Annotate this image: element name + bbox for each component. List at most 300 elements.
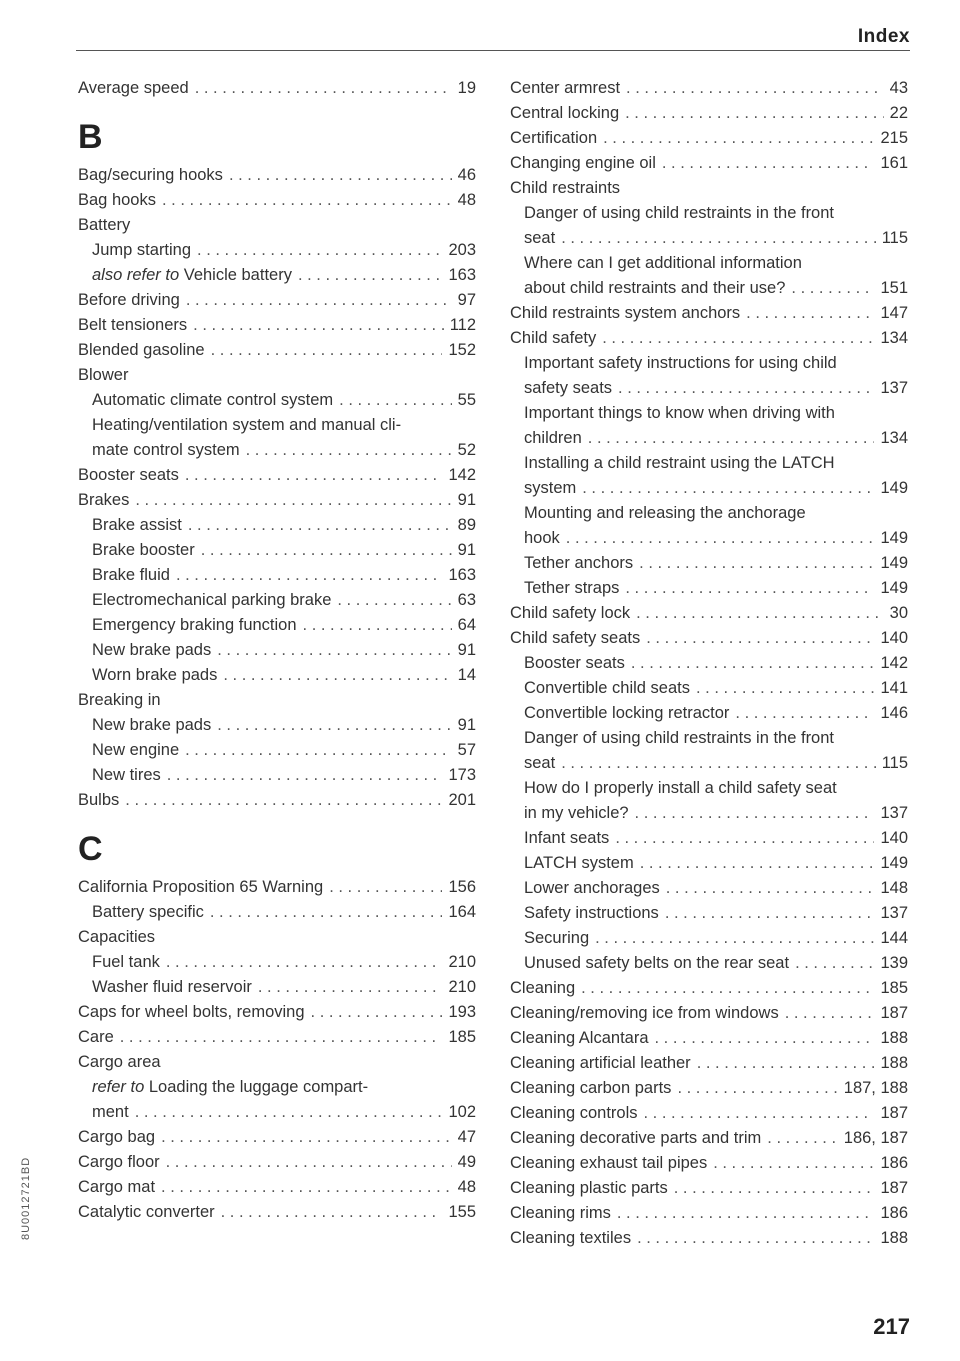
leader-dots: [258, 975, 443, 1000]
entry-term: [78, 288, 180, 313]
page-reference-link[interactable]: 91: [457, 491, 476, 509]
leader-dots: [674, 1176, 875, 1201]
page-reference-link[interactable]: 210: [448, 953, 476, 971]
leader-dots: [626, 76, 884, 101]
entry-text: Tether straps: [524, 579, 620, 597]
leader-dots: [582, 476, 874, 501]
entry-text: Jump starting: [92, 241, 192, 259]
entry-term: [78, 313, 187, 338]
page-reference-link[interactable]: 140: [880, 629, 908, 647]
entry-text: New brake pads: [92, 716, 212, 734]
page-reference-link[interactable]: 48: [457, 1178, 476, 1196]
page-reference-link[interactable]: 164: [448, 903, 476, 921]
page-reference-link[interactable]: 30: [889, 604, 908, 622]
page-reference-link[interactable]: 152: [448, 341, 476, 359]
leader-dots: [746, 301, 874, 326]
index-subentry: [78, 438, 476, 463]
entry-text: Child restraints system anchors: [510, 304, 741, 322]
page-reference-link[interactable]: 188: [880, 1229, 908, 1247]
entry-text: LATCH system: [524, 854, 634, 872]
page-reference-link[interactable]: 148: [880, 879, 908, 897]
entry-text: New engine: [92, 741, 180, 759]
page-reference-link[interactable]: 63: [457, 591, 476, 609]
leader-dots: [229, 163, 452, 188]
index-subentry: [78, 638, 476, 663]
page-reference-link[interactable]: 156: [448, 878, 476, 896]
index-subentry: [510, 851, 908, 876]
index-subentry: [510, 551, 908, 576]
entry-term: [510, 101, 619, 126]
page-reference-link[interactable]: 140: [880, 829, 908, 847]
page-reference-link[interactable]: 146: [880, 704, 908, 722]
page-reference-link[interactable]: 188: [880, 1054, 908, 1072]
leader-dots: [637, 1226, 874, 1251]
entry-term: [524, 526, 560, 551]
leader-dots: [561, 226, 876, 251]
index-entry: [510, 1101, 908, 1126]
page-reference-link[interactable]: 149: [880, 554, 908, 572]
entry-term: [92, 513, 182, 538]
entry-text: Automatic climate control system: [92, 391, 334, 409]
leader-dots: [176, 563, 443, 588]
index-entry: [78, 188, 476, 213]
line-text: Child restraints: [510, 179, 621, 197]
entry-term: [92, 975, 252, 1000]
index-subentry: [78, 563, 476, 588]
leader-dots: [166, 950, 443, 975]
index-entry: [510, 301, 908, 326]
page-reference-link[interactable]: 149: [880, 579, 908, 597]
entry-text: Child safety lock: [510, 604, 631, 622]
page-reference-link[interactable]: 137: [880, 379, 908, 397]
index-continuation-line: [510, 501, 908, 526]
index-entry: [510, 1226, 908, 1251]
leader-dots: [785, 1001, 875, 1026]
page-reference-link[interactable]: 112: [449, 316, 476, 334]
page-reference-link[interactable]: 215: [880, 129, 908, 147]
page-reference-link[interactable]: 186, 187: [843, 1129, 908, 1147]
entry-term: [78, 488, 129, 513]
leader-dots: [120, 1025, 443, 1050]
page-reference-link[interactable]: 91: [457, 541, 476, 559]
entry-term: [524, 826, 609, 851]
index-subentry: [78, 763, 476, 788]
entry-term: [510, 1026, 649, 1051]
entry-term: [510, 1076, 671, 1101]
index-heading: [78, 1050, 476, 1075]
entry-text: Washer fluid reservoir: [92, 978, 252, 996]
entry-term: [510, 1001, 779, 1026]
index-subentry: [78, 738, 476, 763]
entry-term: [92, 1100, 129, 1125]
leader-dots: [713, 1151, 874, 1176]
entry-text: Infant seats: [524, 829, 610, 847]
index-entry: [510, 1126, 908, 1151]
index-subentry: [510, 426, 908, 451]
entry-term: [78, 875, 323, 900]
leader-dots: [186, 288, 452, 313]
index-continuation-line: [78, 1075, 476, 1100]
index-entry: [78, 463, 476, 488]
leader-dots: [337, 588, 451, 613]
entry-text: Bag hooks: [78, 191, 156, 209]
index-subentry: [510, 576, 908, 601]
page-reference-link[interactable]: 210: [448, 978, 476, 996]
entry-term: [524, 701, 729, 726]
leader-dots: [595, 926, 874, 951]
index-subentry: [510, 376, 908, 401]
line-text: Heating/ventilation system and manual cli-: [92, 416, 402, 434]
entry-text: Before driving: [78, 291, 180, 309]
index-subentry: [78, 613, 476, 638]
entry-text: Brake assist: [92, 516, 182, 534]
page-reference-link[interactable]: 134: [880, 429, 908, 447]
leader-dots: [603, 126, 874, 151]
entry-text: seat: [524, 229, 556, 247]
page-reference-link[interactable]: 187: [880, 1104, 908, 1122]
entry-text: Bulbs: [78, 791, 120, 809]
leader-dots: [636, 601, 884, 626]
entry-text: Brake booster: [92, 541, 195, 559]
entry-text: Securing: [524, 929, 590, 947]
entry-text: Certification: [510, 129, 598, 147]
entry-term: [524, 476, 576, 501]
index-subentry: [78, 238, 476, 263]
leader-dots: [618, 376, 874, 401]
entry-term: [524, 901, 659, 926]
page-reference-link[interactable]: 185: [880, 979, 908, 997]
entry-text: Cargo floor: [78, 1153, 160, 1171]
entry-text: Fuel tank: [92, 953, 160, 971]
entry-text: Blended gasoline: [78, 341, 205, 359]
leader-dots: [617, 1201, 875, 1226]
leader-dots: [311, 1000, 443, 1025]
page-reference-link[interactable]: 149: [880, 479, 908, 497]
leader-dots: [561, 751, 876, 776]
leader-dots: [696, 676, 874, 701]
entry-text: Cleaning textiles: [510, 1229, 632, 1247]
page-reference-link[interactable]: 163: [448, 566, 476, 584]
entry-text: Cleaning artificial leather: [510, 1054, 691, 1072]
leader-dots: [615, 826, 874, 851]
page-reference-link[interactable]: 149: [880, 529, 908, 547]
page-reference-link[interactable]: 188: [880, 1029, 908, 1047]
page-reference-link[interactable]: 155: [448, 1203, 476, 1221]
index-subentry: [510, 276, 908, 301]
entry-text: in my vehicle?: [524, 804, 629, 822]
page-reference-link[interactable]: 163: [448, 266, 476, 284]
page-reference-link[interactable]: 151: [880, 279, 908, 297]
page-reference-link[interactable]: 22: [889, 104, 908, 122]
leader-dots: [791, 276, 874, 301]
entry-text: Child safety: [510, 329, 597, 347]
entry-term: [510, 326, 596, 351]
page-reference-link[interactable]: 89: [457, 516, 476, 534]
entry-term: [524, 426, 582, 451]
index-subentry: [510, 676, 908, 701]
leader-dots: [135, 488, 451, 513]
leader-dots: [666, 876, 875, 901]
index-subentry: [510, 926, 908, 951]
page-reference-link[interactable]: 137: [880, 904, 908, 922]
page-reference-link[interactable]: 52: [457, 441, 476, 459]
entry-text: California Proposition 65 Warning: [78, 878, 324, 896]
index-entry: [510, 151, 908, 176]
entry-term: [524, 676, 690, 701]
entry-term: [524, 551, 633, 576]
line-text: Capacities: [78, 928, 156, 946]
entry-text: system: [524, 479, 577, 497]
entry-text: New brake pads: [92, 641, 212, 659]
index-continuation-line: [510, 251, 908, 276]
page-reference-link[interactable]: 161: [880, 154, 908, 172]
page-reference-link[interactable]: 115: [881, 229, 908, 247]
page-reference-link[interactable]: 57: [457, 741, 476, 759]
page-reference-link[interactable]: 134: [880, 329, 908, 347]
entry-term: [78, 76, 189, 101]
index-entry: [510, 1051, 908, 1076]
entry-text: Brakes: [78, 491, 130, 509]
index-subentry: [78, 513, 476, 538]
page-reference-link[interactable]: 187: [880, 1004, 908, 1022]
leader-dots: [640, 851, 875, 876]
entry-text: Bag/securing hooks: [78, 166, 223, 184]
index-entry: [510, 1201, 908, 1226]
entry-text: hook: [524, 529, 560, 547]
page-reference-link[interactable]: 186: [880, 1204, 908, 1222]
page-reference-link[interactable]: 187, 188: [843, 1079, 908, 1097]
index-subentry: [510, 751, 908, 776]
entry-text: New tires: [92, 766, 161, 784]
leader-dots: [223, 663, 451, 688]
page-reference-link[interactable]: 19: [457, 79, 476, 97]
index-letter-heading: C: [78, 830, 103, 868]
index-subentry: [78, 950, 476, 975]
entry-text: Child safety seats: [510, 629, 641, 647]
index-continuation-line: [510, 451, 908, 476]
leader-dots: [162, 188, 452, 213]
entry-term: [524, 651, 625, 676]
leader-dots: [339, 388, 451, 413]
entry-term: [510, 1226, 631, 1251]
entry-text: Cleaning decorative parts and trim: [510, 1129, 762, 1147]
leader-dots: [197, 238, 442, 263]
entry-text: Average speed: [78, 79, 189, 97]
cross-reference-label: refer to: [92, 1078, 145, 1096]
leader-dots: [677, 1076, 837, 1101]
entry-text: Brake fluid: [92, 566, 170, 584]
index-entry: [78, 788, 476, 813]
index-heading: [78, 363, 476, 388]
index-entry: [510, 1176, 908, 1201]
index-subentry: [510, 651, 908, 676]
page-reference-link[interactable]: 91: [457, 641, 476, 659]
entry-term: [524, 926, 589, 951]
page-reference-link[interactable]: 185: [448, 1028, 476, 1046]
cross-reference-label: also refer to: [92, 266, 180, 284]
entry-term: [510, 126, 597, 151]
entry-term: [510, 151, 656, 176]
leader-dots: [195, 76, 452, 101]
leader-dots: [735, 701, 874, 726]
leader-dots: [329, 875, 442, 900]
index-column-left: [78, 76, 476, 1225]
entry-term: [92, 900, 204, 925]
entry-term: [524, 576, 619, 601]
line-text: Loading the luggage compart-: [148, 1078, 369, 1096]
index-entry: [78, 1175, 476, 1200]
page-reference-link[interactable]: 49: [457, 1153, 476, 1171]
page-reference-link[interactable]: 187: [880, 1179, 908, 1197]
page-reference-link[interactable]: 203: [448, 241, 476, 259]
entry-text: mate control system: [92, 441, 240, 459]
entry-term: [78, 188, 156, 213]
leader-dots: [602, 326, 874, 351]
entry-term: [92, 950, 160, 975]
leader-dots: [193, 313, 444, 338]
index-subentry: [78, 538, 476, 563]
entry-term: [92, 738, 179, 763]
leader-dots: [625, 576, 874, 601]
index-column-right: [510, 76, 908, 1251]
entry-term: [92, 388, 333, 413]
entry-text: Caps for wheel bolts, removing: [78, 1003, 305, 1021]
entry-term: [78, 1025, 114, 1050]
page-reference-link[interactable]: 142: [448, 466, 476, 484]
page-reference-link[interactable]: 102: [448, 1103, 476, 1121]
index-subentry: [510, 901, 908, 926]
page-reference-link[interactable]: 43: [889, 79, 908, 97]
entry-term: [92, 588, 331, 613]
index-subentry: [510, 826, 908, 851]
page-reference-link[interactable]: 97: [457, 291, 476, 309]
leader-dots: [221, 1200, 443, 1225]
entry-text: Vehicle battery: [183, 266, 292, 284]
line-text: Where can I get additional information: [524, 254, 802, 272]
page-reference-link[interactable]: 55: [457, 391, 476, 409]
entry-term: [92, 438, 240, 463]
entry-text: Catalytic converter: [78, 1203, 215, 1221]
leader-dots: [167, 763, 443, 788]
leader-dots: [217, 713, 451, 738]
index-entry: [510, 1076, 908, 1101]
index-subentry: [78, 663, 476, 688]
document-code: 8U0012721BD: [20, 1156, 32, 1240]
entry-text: children: [524, 429, 582, 447]
entry-term: [510, 1126, 761, 1151]
entry-term: [92, 638, 211, 663]
index-subentry: [510, 951, 908, 976]
entry-text: Battery specific: [92, 903, 204, 921]
index-entry: [510, 626, 908, 651]
index-entry: [510, 101, 908, 126]
entry-term: [524, 226, 555, 251]
entry-text: Convertible child seats: [524, 679, 690, 697]
index-subentry: [78, 713, 476, 738]
index-entry: [78, 288, 476, 313]
entry-term: [510, 1201, 611, 1226]
page-reference-link[interactable]: 137: [880, 804, 908, 822]
index-subentry: [510, 476, 908, 501]
leader-dots: [161, 1125, 452, 1150]
page-reference-link[interactable]: 173: [448, 766, 476, 784]
page-reference-link[interactable]: 144: [880, 929, 908, 947]
line-text: Breaking in: [78, 691, 161, 709]
entry-text: Cleaning Alcantara: [510, 1029, 649, 1047]
entry-text: Lower anchorages: [524, 879, 660, 897]
index-continuation-line: [510, 726, 908, 751]
leader-dots: [644, 1101, 875, 1126]
entry-text: Cleaning plastic parts: [510, 1179, 668, 1197]
entry-term: [524, 801, 629, 826]
index-entry: [78, 1125, 476, 1150]
index-continuation-line: [510, 201, 908, 226]
page-reference-link[interactable]: 91: [457, 716, 476, 734]
leader-dots: [298, 263, 443, 288]
page-reference-link[interactable]: 186: [880, 1154, 908, 1172]
entry-term: [92, 663, 217, 688]
page-reference-link[interactable]: 141: [880, 679, 908, 697]
index-subentry: [78, 1100, 476, 1125]
index-subentry: [78, 975, 476, 1000]
index-entry: [510, 1001, 908, 1026]
page-reference-link[interactable]: 147: [880, 304, 908, 322]
index-entry: [510, 1151, 908, 1176]
leader-dots: [639, 551, 874, 576]
line-text: How do I properly install a child safety seat: [524, 779, 837, 797]
entry-text: about child restraints and their use?: [524, 279, 786, 297]
page-reference-link[interactable]: 142: [880, 654, 908, 672]
entry-term: [78, 163, 223, 188]
entry-term: [510, 976, 575, 1001]
page-reference-link[interactable]: 47: [457, 1128, 476, 1146]
index-entry: [78, 1150, 476, 1175]
entry-text: Unused safety belts on the rear seat: [524, 954, 790, 972]
leader-dots: [303, 613, 452, 638]
leader-dots: [767, 1126, 837, 1151]
entry-term: [78, 1200, 215, 1225]
line-text: Mounting and releasing the anchorage: [524, 504, 806, 522]
page-reference-link[interactable]: 64: [457, 616, 476, 634]
page-reference-link[interactable]: 115: [881, 754, 908, 772]
entry-text: Center armrest: [510, 79, 621, 97]
page-reference-link[interactable]: 193: [448, 1003, 476, 1021]
entry-text: Emergency braking function: [92, 616, 297, 634]
page-reference-link[interactable]: 149: [880, 854, 908, 872]
page-reference-link[interactable]: 48: [457, 191, 476, 209]
line-text: Important things to know when driving with: [524, 404, 835, 422]
leader-dots: [635, 801, 875, 826]
page-reference-link[interactable]: 14: [457, 666, 476, 684]
index-continuation-line: [510, 351, 908, 376]
leader-dots: [217, 638, 451, 663]
index-subentry: [510, 801, 908, 826]
leader-dots: [185, 463, 443, 488]
index-continuation-line: [510, 776, 908, 801]
page-reference-link[interactable]: 201: [448, 791, 476, 809]
leader-dots: [161, 1175, 452, 1200]
index-heading: [510, 176, 908, 201]
entry-term: [78, 1175, 155, 1200]
leader-dots: [588, 426, 875, 451]
line-text: Danger of using child restraints in the front: [524, 729, 834, 747]
page-reference-link[interactable]: 46: [457, 166, 476, 184]
entry-term: [78, 1125, 155, 1150]
entry-text: Cargo bag: [78, 1128, 156, 1146]
index-entry: [78, 313, 476, 338]
page-reference-link[interactable]: 139: [880, 954, 908, 972]
leader-dots: [665, 901, 875, 926]
